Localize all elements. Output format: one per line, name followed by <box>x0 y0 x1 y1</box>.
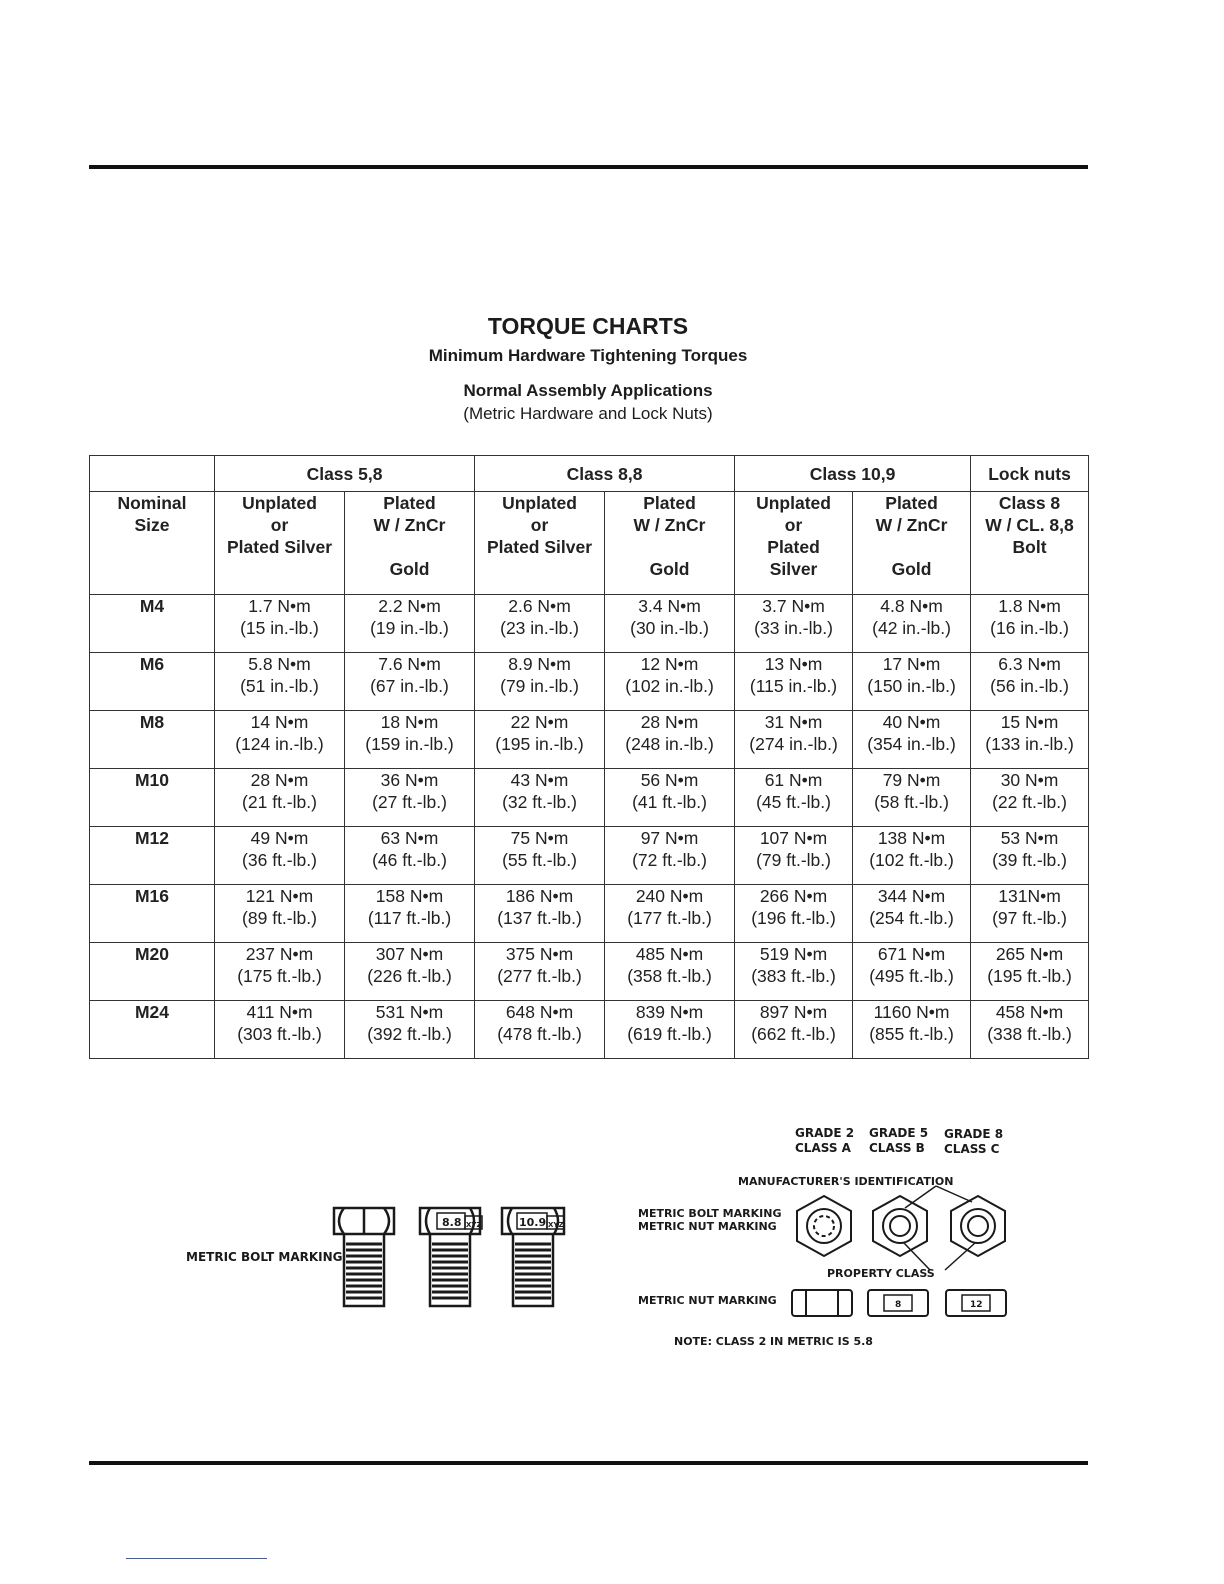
torque-metric: 61 N•m <box>764 770 823 790</box>
header-line: Plated <box>643 493 696 513</box>
torque-imperial: (97 ft.-lb.) <box>992 908 1067 928</box>
header-line: Plated <box>885 493 938 513</box>
header-line: Gold <box>649 559 690 579</box>
torque-imperial: (58 ft.-lb.) <box>874 792 949 812</box>
header-line: Class 8 <box>998 493 1061 513</box>
torque-metric: 2.2 N•m <box>378 596 441 616</box>
nut-side-icon <box>792 1290 852 1316</box>
torque-imperial: (277 ft.-lb.) <box>497 966 582 986</box>
torque-metric: 7.6 N•m <box>378 654 441 674</box>
column-header <box>605 492 735 595</box>
torque-imperial: (137 ft.-lb.) <box>497 908 582 928</box>
torque-cell <box>971 595 1089 653</box>
torque-cell <box>475 885 605 943</box>
class-header: Class 5,8 <box>215 456 475 492</box>
torque-imperial: (41 ft.-lb.) <box>632 792 707 812</box>
torque-cell <box>853 943 971 1001</box>
header-line: Plated Silver <box>226 537 333 557</box>
torque-metric: 28 N•m <box>640 712 699 732</box>
torque-imperial: (303 ft.-lb.) <box>237 1024 322 1044</box>
header-line: or <box>270 515 289 535</box>
torque-metric: 3.4 N•m <box>638 596 701 616</box>
torque-cell <box>475 653 605 711</box>
torque-metric: 265 N•m <box>995 944 1064 964</box>
torque-metric: 22 N•m <box>510 712 569 732</box>
torque-imperial: (56 in.-lb.) <box>990 676 1069 696</box>
column-header <box>475 492 605 595</box>
torque-cell <box>345 711 475 769</box>
torque-metric: 12 N•m <box>640 654 699 674</box>
hex-head-icon <box>797 1196 851 1256</box>
bolt-grade-label: 8.8 <box>442 1216 462 1229</box>
bolt-marking-label: METRIC BOLT MARKING <box>638 1207 782 1220</box>
torque-imperial: (248 in.-lb.) <box>625 734 714 754</box>
torque-imperial: (195 ft.-lb.) <box>987 966 1072 986</box>
header-line: Gold <box>891 559 932 579</box>
page-subtitle: Minimum Hardware Tightening Torques <box>428 346 748 365</box>
header-line <box>345 536 474 558</box>
torque-cell <box>475 827 605 885</box>
torque-cell <box>605 653 735 711</box>
torque-imperial: (16 in.-lb.) <box>990 618 1069 638</box>
torque-metric: 56 N•m <box>640 770 699 790</box>
torque-table <box>89 455 1089 1059</box>
xyz-label: XYZ <box>466 1221 482 1229</box>
torque-cell <box>605 595 735 653</box>
torque-metric: 121 N•m <box>245 886 314 906</box>
column-header <box>853 492 971 595</box>
torque-imperial: (102 ft.-lb.) <box>869 850 954 870</box>
torque-cell <box>215 769 345 827</box>
torque-metric: 31 N•m <box>764 712 823 732</box>
size-cell: M6 <box>90 653 215 711</box>
torque-cell <box>853 1001 971 1059</box>
torque-cell <box>475 1001 605 1059</box>
torque-imperial: (150 in.-lb.) <box>867 676 956 696</box>
torque-metric: 97 N•m <box>640 828 699 848</box>
table-row <box>90 769 1089 827</box>
header-line: Unplated <box>756 493 831 513</box>
torque-metric: 1.7 N•m <box>248 596 311 616</box>
torque-imperial: (338 ft.-lb.) <box>987 1024 1072 1044</box>
torque-cell <box>971 827 1089 885</box>
class-header-row <box>90 456 1089 492</box>
torque-metric: 8.9 N•m <box>508 654 571 674</box>
property-class-label: PROPERTY CLASS <box>827 1267 935 1280</box>
torque-metric: 1.8 N•m <box>998 596 1061 616</box>
torque-metric: 186 N•m <box>505 886 574 906</box>
torque-cell <box>853 711 971 769</box>
header-line: Plated <box>383 493 436 513</box>
torque-cell <box>735 1001 853 1059</box>
torque-imperial: (177 ft.-lb.) <box>627 908 712 928</box>
torque-imperial: (855 ft.-lb.) <box>869 1024 954 1044</box>
torque-imperial: (89 ft.-lb.) <box>242 908 317 928</box>
grade-label: GRADE 5 <box>869 1126 929 1140</box>
torque-metric: 485 N•m <box>635 944 704 964</box>
size-cell: M8 <box>90 711 215 769</box>
nominal-size-header <box>90 492 215 595</box>
size-cell: M10 <box>90 769 215 827</box>
column-header-row <box>90 492 1089 595</box>
torque-metric: 519 N•m <box>759 944 828 964</box>
header-line: Unplated <box>242 493 317 513</box>
torque-metric: 53 N•m <box>1000 828 1059 848</box>
torque-metric: 14 N•m <box>250 712 309 732</box>
torque-cell <box>215 885 345 943</box>
torque-imperial: (19 in.-lb.) <box>370 618 449 638</box>
torque-imperial: (662 ft.-lb.) <box>751 1024 836 1044</box>
torque-cell <box>605 827 735 885</box>
torque-metric: 30 N•m <box>1000 770 1059 790</box>
torque-imperial: (42 in.-lb.) <box>872 618 951 638</box>
torque-imperial: (159 in.-lb.) <box>365 734 454 754</box>
torque-metric: 2.6 N•m <box>508 596 571 616</box>
torque-imperial: (254 ft.-lb.) <box>869 908 954 928</box>
torque-cell <box>971 653 1089 711</box>
torque-metric: 43 N•m <box>510 770 569 790</box>
top-rule <box>89 165 1088 169</box>
torque-cell <box>215 595 345 653</box>
torque-cell <box>735 769 853 827</box>
torque-imperial: (392 ft.-lb.) <box>367 1024 452 1044</box>
table-row <box>90 711 1089 769</box>
header-line: Plated Silver <box>486 537 593 557</box>
hex-head-icon <box>951 1196 1005 1256</box>
torque-cell <box>605 885 735 943</box>
torque-metric: 79 N•m <box>882 770 941 790</box>
torque-cell <box>605 711 735 769</box>
torque-cell <box>475 595 605 653</box>
torque-imperial: (102 in.-lb.) <box>625 676 714 696</box>
torque-cell <box>215 711 345 769</box>
torque-cell <box>971 943 1089 1001</box>
torque-imperial: (79 in.-lb.) <box>500 676 579 696</box>
metric-note: NOTE: CLASS 2 IN METRIC IS 5.8 <box>674 1335 873 1348</box>
torque-cell <box>971 769 1089 827</box>
nut-class-label: 12 <box>970 1300 983 1310</box>
torque-cell <box>345 885 475 943</box>
column-header <box>345 492 475 595</box>
torque-metric: 240 N•m <box>635 886 704 906</box>
class-label: CLASS A <box>795 1141 851 1155</box>
torque-imperial: (358 ft.-lb.) <box>627 966 712 986</box>
torque-imperial: (478 ft.-lb.) <box>497 1024 582 1044</box>
column-header <box>735 492 853 595</box>
application-heading: Normal Assembly Applications <box>463 381 713 400</box>
torque-metric: 17 N•m <box>882 654 941 674</box>
header-line: Silver <box>769 559 818 579</box>
torque-cell <box>215 653 345 711</box>
torque-imperial: (133 in.-lb.) <box>985 734 1074 754</box>
header-line: W / CL. 8,8 <box>985 515 1074 535</box>
header-line: Size <box>134 515 170 535</box>
torque-metric: 897 N•m <box>759 1002 828 1022</box>
torque-metric: 458 N•m <box>995 1002 1064 1022</box>
torque-cell <box>735 943 853 1001</box>
torque-imperial: (175 ft.-lb.) <box>237 966 322 986</box>
torque-metric: 375 N•m <box>505 944 574 964</box>
torque-metric: 671 N•m <box>877 944 946 964</box>
torque-cell <box>735 827 853 885</box>
torque-imperial: (22 ft.-lb.) <box>992 792 1067 812</box>
torque-cell <box>853 885 971 943</box>
torque-metric: 237 N•m <box>245 944 314 964</box>
torque-imperial: (226 ft.-lb.) <box>367 966 452 986</box>
torque-cell <box>215 1001 345 1059</box>
torque-imperial: (117 ft.-lb.) <box>367 908 452 928</box>
torque-cell <box>345 653 475 711</box>
torque-cell <box>215 827 345 885</box>
torque-metric: 138 N•m <box>877 828 946 848</box>
class-label: CLASS B <box>869 1141 925 1155</box>
torque-metric: 158 N•m <box>375 886 444 906</box>
torque-imperial: (196 ft.-lb.) <box>751 908 836 928</box>
torque-cell <box>345 769 475 827</box>
torque-metric: 131N•m <box>998 886 1061 906</box>
torque-cell <box>971 711 1089 769</box>
footer-link-underline[interactable] <box>126 1558 267 1559</box>
nut-class-label: 8 <box>895 1300 902 1310</box>
torque-imperial: (79 ft.-lb.) <box>756 850 831 870</box>
torque-imperial: (51 in.-lb.) <box>240 676 319 696</box>
torque-imperial: (33 in.-lb.) <box>754 618 833 638</box>
torque-cell <box>971 1001 1089 1059</box>
torque-imperial: (45 ft.-lb.) <box>756 792 831 812</box>
torque-metric: 4.8 N•m <box>880 596 943 616</box>
torque-imperial: (67 in.-lb.) <box>370 676 449 696</box>
header-line <box>605 536 734 558</box>
size-cell: M4 <box>90 595 215 653</box>
torque-cell <box>345 827 475 885</box>
size-cell: M12 <box>90 827 215 885</box>
table-row <box>90 595 1089 653</box>
torque-imperial: (72 ft.-lb.) <box>632 850 707 870</box>
torque-metric: 63 N•m <box>380 828 439 848</box>
torque-cell <box>853 595 971 653</box>
manufacturer-id-label: MANUFACTURER'S IDENTIFICATION <box>738 1175 954 1188</box>
torque-metric: 648 N•m <box>505 1002 574 1022</box>
torque-metric: 18 N•m <box>380 712 439 732</box>
torque-imperial: (23 in.-lb.) <box>500 618 579 638</box>
torque-cell <box>853 769 971 827</box>
size-cell: M20 <box>90 943 215 1001</box>
header-line: W / ZnCr <box>373 515 446 535</box>
table-row <box>90 943 1089 1001</box>
torque-imperial: (495 ft.-lb.) <box>869 966 954 986</box>
torque-metric: 6.3 N•m <box>998 654 1061 674</box>
nut-head-icons <box>797 1186 1005 1270</box>
nut-marking-row-label: METRIC NUT MARKING <box>638 1294 777 1307</box>
torque-imperial: (274 in.-lb.) <box>749 734 838 754</box>
torque-imperial: (115 in.-lb.) <box>749 676 838 696</box>
torque-metric: 15 N•m <box>1000 712 1059 732</box>
torque-cell <box>345 1001 475 1059</box>
torque-metric: 13 N•m <box>764 654 823 674</box>
header-line: Plated <box>767 537 820 557</box>
torque-imperial: (195 in.-lb.) <box>495 734 584 754</box>
header-line: W / ZnCr <box>633 515 706 535</box>
size-cell: M16 <box>90 885 215 943</box>
torque-metric: 344 N•m <box>877 886 946 906</box>
torque-cell <box>345 595 475 653</box>
torque-cell <box>735 711 853 769</box>
torque-cell <box>475 711 605 769</box>
torque-metric: 307 N•m <box>375 944 444 964</box>
torque-cell <box>605 943 735 1001</box>
torque-metric: 49 N•m <box>250 828 309 848</box>
torque-metric: 3.7 N•m <box>762 596 825 616</box>
torque-cell <box>605 1001 735 1059</box>
header-line: Unplated <box>502 493 577 513</box>
torque-imperial: (39 ft.-lb.) <box>992 850 1067 870</box>
table-row <box>90 653 1089 711</box>
bolt-plain-icon <box>334 1208 394 1306</box>
blank-header-cell <box>90 456 215 492</box>
torque-metric: 107 N•m <box>759 828 828 848</box>
grade-label: GRADE 2 <box>795 1126 855 1140</box>
hardware-note: (Metric Hardware and Lock Nuts) <box>463 404 713 423</box>
class-header: Class 8,8 <box>475 456 735 492</box>
torque-cell <box>215 943 345 1001</box>
column-header <box>971 492 1089 595</box>
torque-metric: 75 N•m <box>510 828 569 848</box>
torque-cell <box>345 943 475 1001</box>
torque-imperial: (27 ft.-lb.) <box>372 792 447 812</box>
torque-cell <box>853 653 971 711</box>
torque-cell <box>971 885 1089 943</box>
torque-imperial: (15 in.-lb.) <box>240 618 319 638</box>
class-header: Class 10,9 <box>735 456 971 492</box>
torque-cell <box>735 653 853 711</box>
torque-imperial: (21 ft.-lb.) <box>242 792 317 812</box>
table-row <box>90 827 1089 885</box>
grade-label: GRADE 8 <box>944 1127 1004 1141</box>
header-line: or <box>530 515 549 535</box>
torque-imperial: (30 in.-lb.) <box>630 618 709 638</box>
torque-metric: 28 N•m <box>250 770 309 790</box>
torque-imperial: (46 ft.-lb.) <box>372 850 447 870</box>
torque-metric: 36 N•m <box>380 770 439 790</box>
header-line: Nominal <box>117 493 187 513</box>
torque-metric: 40 N•m <box>882 712 941 732</box>
header-line: Bolt <box>1012 537 1047 557</box>
metric-bolt-marking-label: METRIC BOLT MARKING <box>186 1250 343 1264</box>
header-line: or <box>784 515 803 535</box>
torque-cell <box>475 769 605 827</box>
class-label: CLASS C <box>944 1142 1000 1156</box>
torque-metric: 5.8 N•m <box>248 654 311 674</box>
torque-metric: 266 N•m <box>759 886 828 906</box>
torque-cell <box>853 827 971 885</box>
hardware-marking-diagram <box>0 1100 1224 1370</box>
size-cell: M24 <box>90 1001 215 1059</box>
bottom-rule <box>89 1461 1088 1465</box>
torque-imperial: (124 in.-lb.) <box>235 734 324 754</box>
torque-cell <box>735 595 853 653</box>
header-line: W / ZnCr <box>875 515 948 535</box>
bolt-grade-label: 10.9 <box>519 1216 547 1229</box>
torque-imperial: (619 ft.-lb.) <box>627 1024 712 1044</box>
torque-imperial: (36 ft.-lb.) <box>242 850 317 870</box>
torque-imperial: (32 ft.-lb.) <box>502 792 577 812</box>
hex-head-icon <box>873 1196 927 1256</box>
table-row <box>90 885 1089 943</box>
xyz-label: XYZ <box>548 1221 564 1229</box>
torque-imperial: (354 in.-lb.) <box>867 734 956 754</box>
torque-cell <box>605 769 735 827</box>
header-line <box>853 536 970 558</box>
torque-imperial: (55 ft.-lb.) <box>502 850 577 870</box>
torque-metric: 411 N•m <box>246 1002 313 1022</box>
class-header: Lock nuts <box>971 456 1089 492</box>
header-line: Gold <box>389 559 430 579</box>
column-header <box>215 492 345 595</box>
torque-cell <box>475 943 605 1001</box>
torque-metric: 839 N•m <box>635 1002 704 1022</box>
torque-cell <box>735 885 853 943</box>
torque-metric: 1160 N•m <box>873 1002 950 1022</box>
torque-imperial: (383 ft.-lb.) <box>751 966 836 986</box>
page-title: TORQUE CHARTS <box>487 313 689 339</box>
torque-metric: 531 N•m <box>375 1002 444 1022</box>
nut-marking-label: METRIC NUT MARKING <box>638 1220 777 1233</box>
table-row <box>90 1001 1089 1059</box>
